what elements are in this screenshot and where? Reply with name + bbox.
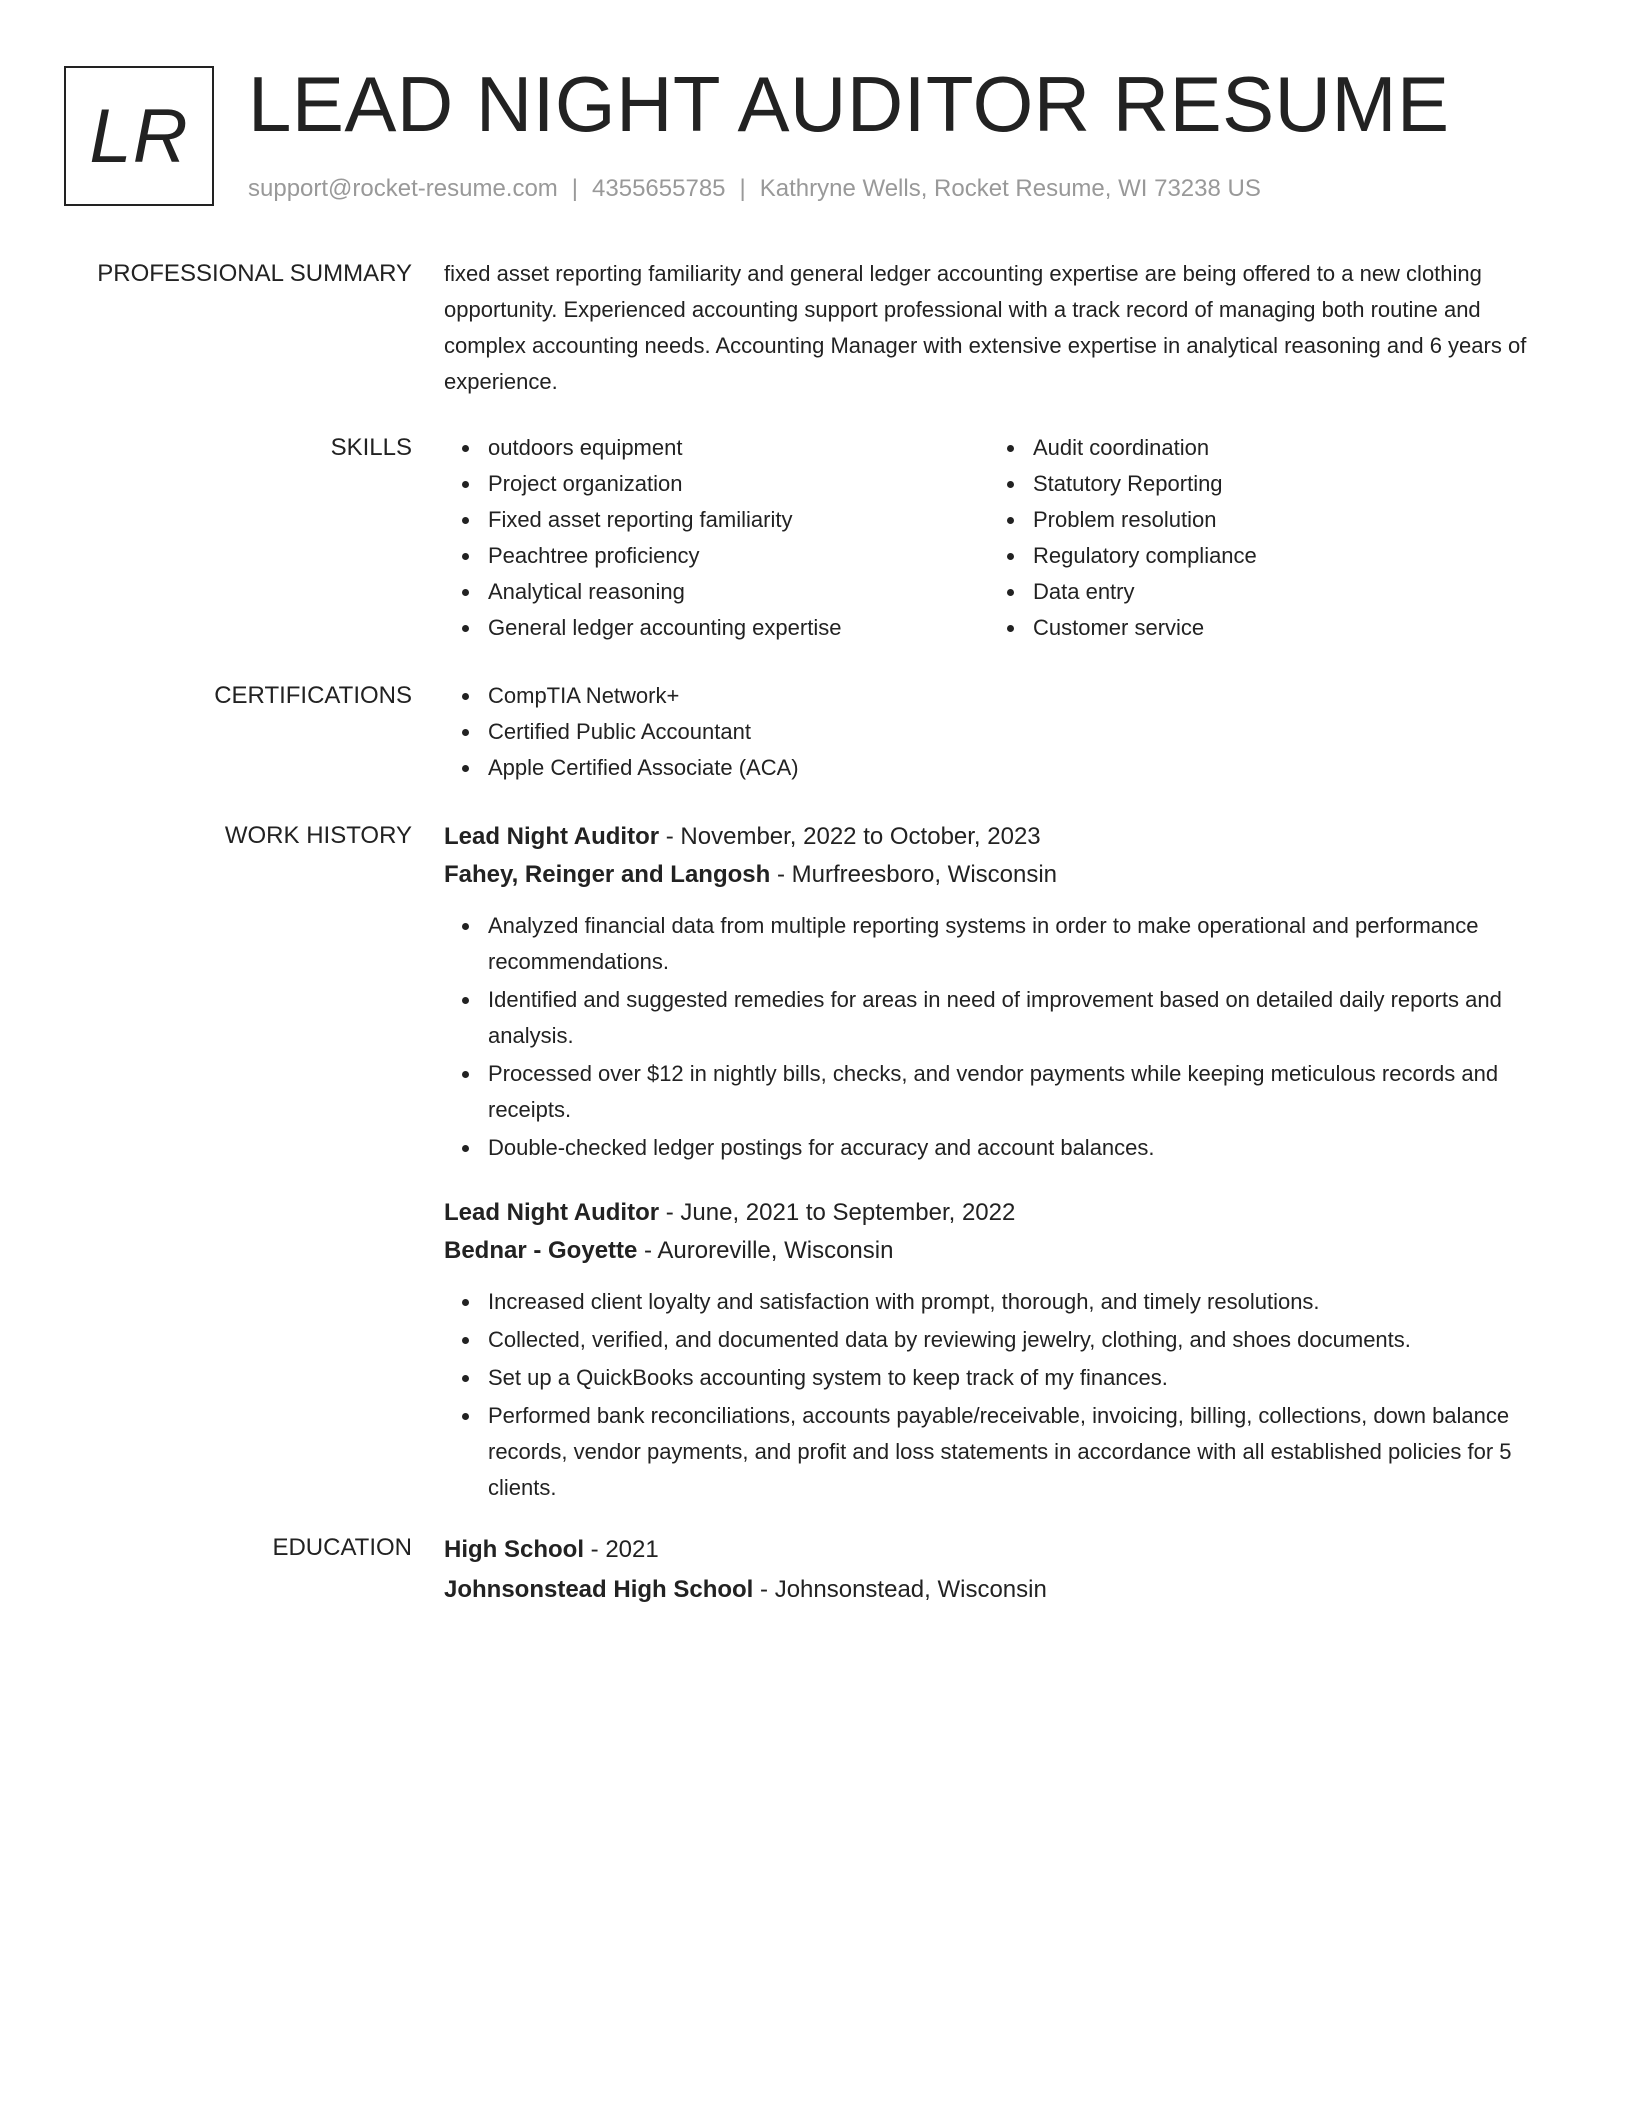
job-company-line (444, 1232, 1549, 1270)
skill-item: Analytical reasoning (444, 574, 989, 610)
summary-body (444, 256, 1549, 400)
work-history-body (444, 818, 1549, 1168)
contact-phone: 4355655785 (592, 175, 726, 202)
skill-item: Customer service (989, 610, 1534, 646)
job-title: Lead Night Auditor (444, 1199, 660, 1226)
skills-list-left (444, 430, 989, 646)
skill-item: Audit coordination (989, 430, 1534, 466)
contact-email: support@rocket-resume.com (248, 175, 558, 202)
resume-title: LEAD NIGHT AUDITOR RESUME (248, 60, 1450, 148)
section-label-summary: PROFESSIONAL SUMMARY (97, 260, 412, 287)
job-dates: - June, 2021 to September, 2022 (659, 1199, 1016, 1226)
education-year: - 2021 (584, 1536, 659, 1563)
section-label-skills: SKILLS (330, 434, 412, 461)
skill-item: Problem resolution (989, 502, 1534, 538)
job-bullet: Double-checked ledger postings for accuracy and account balances. (444, 1130, 1549, 1166)
certifications-list (444, 678, 1549, 786)
job-bullet: Set up a QuickBooks accounting system to keep track of my finances. (444, 1360, 1549, 1396)
education-school: Johnsonstead High School (444, 1576, 754, 1603)
monogram-logo: LR (64, 66, 214, 206)
contact-separator: | (739, 175, 746, 202)
skills-list-right (989, 430, 1534, 646)
skills-body (444, 430, 1549, 646)
certification-item: Apple Certified Associate (ACA) (444, 750, 1549, 786)
job-bullet: Analyzed financial data from multiple reporting systems in order to make operational and performance recommendations. (444, 908, 1549, 980)
section-label-education: EDUCATION (272, 1534, 412, 1561)
job-title: Lead Night Auditor (444, 823, 660, 850)
certification-item: CompTIA Network+ (444, 678, 1549, 714)
job-dates: - November, 2022 to October, 2023 (659, 823, 1041, 850)
education-body (444, 1530, 1549, 1610)
section-label-certifications: CERTIFICATIONS (214, 682, 412, 709)
contact-address: Kathryne Wells, Rocket Resume, WI 73238 US (759, 175, 1261, 202)
certifications-body (444, 678, 1549, 786)
job-company: Fahey, Reinger and Langosh (444, 861, 771, 888)
job-bullets (444, 908, 1549, 1166)
job-entry (444, 1194, 1549, 1506)
education-degree: High School (444, 1536, 584, 1563)
skill-item: General ledger accounting expertise (444, 610, 989, 646)
skill-item: outdoors equipment (444, 430, 989, 466)
job-location: - Auroreville, Wisconsin (637, 1237, 894, 1264)
summary-text: fixed asset reporting familiarity and general ledger accounting expertise are being offered to a new clothing opportunity. Experienced accounting support professional with a track record of managing both routine and complex accounting needs. Accounting Manager with extensive expertise in analytical reasoning and 6 years of experience. (444, 261, 1527, 394)
skill-item: Peachtree proficiency (444, 538, 989, 574)
contact-separator: | (571, 175, 579, 202)
section-label-work-history: WORK HISTORY (224, 822, 412, 849)
skill-item: Data entry (989, 574, 1534, 610)
skill-item: Project organization (444, 466, 989, 502)
job-bullet: Identified and suggested remedies for areas in need of improvement based on detailed daily reports and analysis. (444, 982, 1549, 1054)
job-company-line (444, 856, 1549, 894)
education-degree-line (444, 1530, 1549, 1570)
job-title-line (444, 1194, 1549, 1232)
job-bullet: Collected, verified, and documented data by reviewing jewelry, clothing, and shoes documents. (444, 1322, 1549, 1358)
job-title-line (444, 818, 1549, 856)
skill-item: Statutory Reporting (989, 466, 1534, 502)
education-location: - Johnsonstead, Wisconsin (753, 1576, 1047, 1603)
job-bullet: Performed bank reconciliations, accounts payable/receivable, invoicing, billing, collections, down balance records, vendor payments, and profit and loss statements in accordance with all established policies for 5 clients. (444, 1398, 1549, 1506)
skill-item: Regulatory compliance (989, 538, 1534, 574)
job-bullet: Processed over $12 in nightly bills, checks, and vendor payments while keeping meticulous records and receipts. (444, 1056, 1549, 1128)
education-school-line (444, 1570, 1549, 1610)
job-company: Bednar - Goyette (444, 1237, 638, 1264)
job-entry (444, 818, 1549, 1166)
job-bullets (444, 1284, 1549, 1506)
contact-line (248, 172, 1261, 206)
work-history-body-2 (444, 1194, 1549, 1508)
skill-item: Fixed asset reporting familiarity (444, 502, 989, 538)
job-location: - Murfreesboro, Wisconsin (770, 861, 1058, 888)
certification-item: Certified Public Accountant (444, 714, 1549, 750)
job-bullet: Increased client loyalty and satisfaction with prompt, thorough, and timely resolutions. (444, 1284, 1549, 1320)
